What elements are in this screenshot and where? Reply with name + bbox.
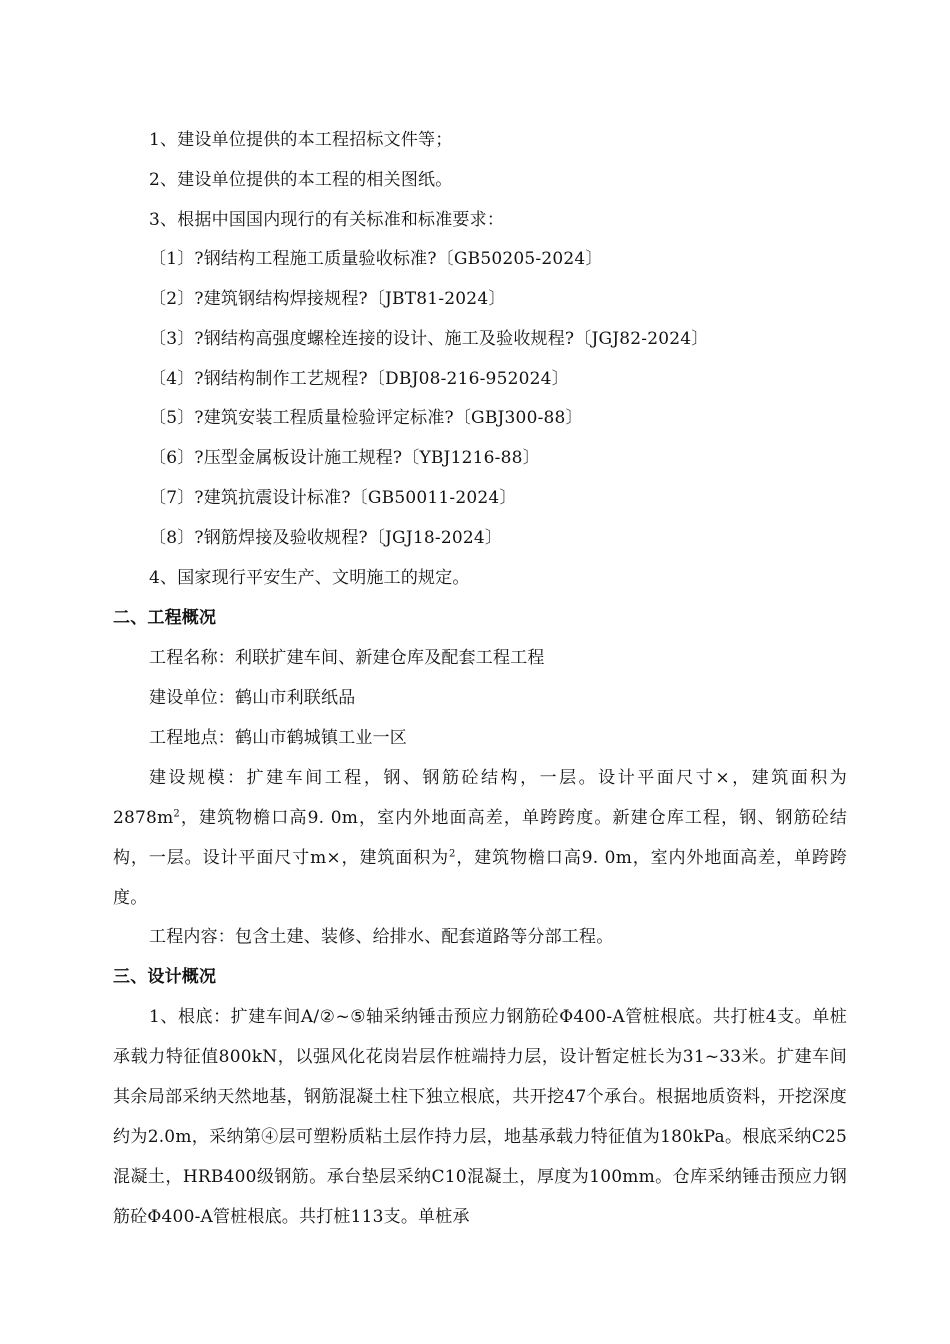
- section-heading-overview: 二、工程概况: [113, 608, 217, 628]
- standard-item-4: 〔4〕?钢结构制作工艺规程?〔DBJ08-216-952024〕: [149, 369, 569, 389]
- basis-item-2: 2、建设单位提供的本工程的相关图纸。: [149, 170, 453, 190]
- standard-item-1: 〔1〕?钢结构工程施工质量验收标准?〔GB50205-2024〕: [149, 249, 603, 269]
- basis-item-1: 1、建设单位提供的本工程招标文件等；: [149, 130, 453, 150]
- project-content: 工程内容：包含土建、装修、给排水、配套道路等分部工程。: [149, 927, 614, 947]
- standard-item-2: 〔2〕?建筑钢结构焊接规程?〔JBT81-2024〕: [149, 289, 506, 309]
- standard-item-7: 〔7〕?建筑抗震设计标准?〔GB50011-2024〕: [149, 488, 517, 508]
- section-heading-design: 三、设计概况: [113, 967, 217, 987]
- scale-text-1: 建设规模：扩建车间工程，钢、钢筋砼结构，一层。设计平面尺寸×，建筑面积为2878m: [113, 768, 847, 828]
- standard-item-8: 〔8〕?钢筋焊接及验收规程?〔JGJ18-2024〕: [149, 528, 503, 548]
- standard-item-6: 〔6〕?压型金属板设计施工规程?〔YBJ1216-88〕: [149, 448, 540, 468]
- standard-item-3: 〔3〕?钢结构高强度螺栓连接的设计、施工及验收规程?〔JGJ82-2024〕: [149, 329, 709, 349]
- standard-item-5: 〔5〕?建筑安装工程质量检验评定标准?〔GBJ300-88〕: [149, 408, 583, 428]
- scale-text-2: ，建筑物檐口高9. 0m，室内外地面高差，单跨跨度。新建仓库工程，钢、钢筋砼结构，一层。设计平面尺寸m×，建筑面积为: [113, 808, 847, 868]
- basis-item-4: 4、国家现行平安生产、文明施工的规定。: [149, 568, 470, 588]
- project-owner: 建设单位：鹤山市利联纸品: [149, 688, 356, 708]
- foundation-paragraph: 1、根底：扩建车间A/②~⑤轴采纳锤击预应力钢筋砼Φ400-A管桩根底。共打桩4支。单桩承载力特征值800kN，以强风化花岗岩层作桩端持力层，设计暂定桩长为31~33米。扩建车间其余局部采纳天然地基，钢筋混凝土柱下独立根底，共开挖47个承台。根据地质资料，开挖深度约为2.0m，采纳第④层可塑粉质粘土层作持力层，地基承载力特征值为180kPa。根底采纳C25混凝土，HRB400级钢筋。承台垫层采纳C10混凝土，厚度为100mm。仓库采纳锤击预应力钢筋砼Φ400-A管桩根底。共打桩113支。单桩承: [113, 1007, 847, 1227]
- project-name: 工程名称：利联扩建车间、新建仓库及配套工程工程: [149, 648, 545, 668]
- project-scale-paragraph: [113, 758, 847, 918]
- project-location: 工程地点：鹤山市鹤城镇工业一区: [149, 728, 407, 748]
- basis-item-3: 3、根据中国国内现行的有关标准和标准要求：: [149, 210, 505, 230]
- scale-text-3: ，建筑物檐口高9. 0m，室内外地面高差，单跨跨度。: [113, 848, 847, 908]
- scale-sup-2: 2: [449, 848, 456, 860]
- scale-sup-1: 2: [173, 808, 180, 820]
